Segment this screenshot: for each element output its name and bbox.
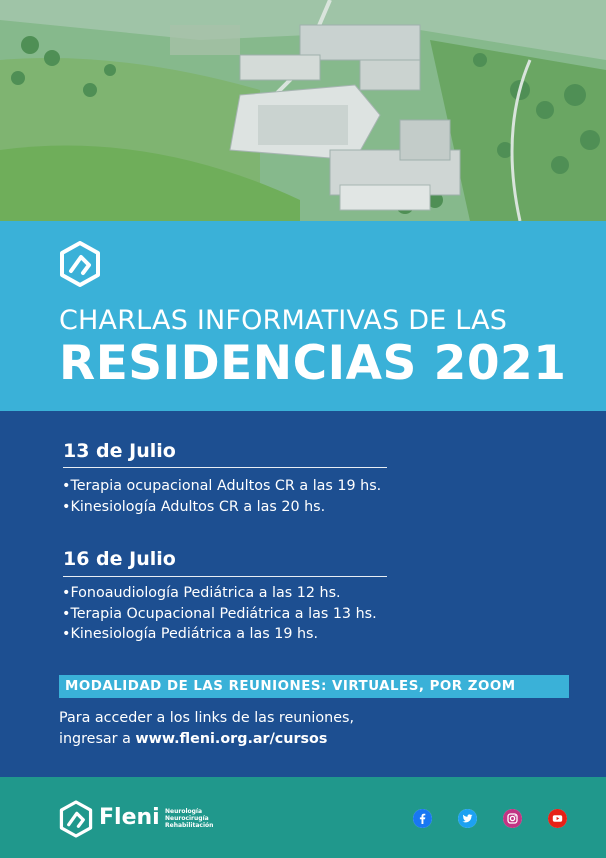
- title-light: CHARLAS INFORMATIVAS DE LAS: [59, 305, 508, 336]
- list-item: • Kinesiología Pediátrica a las 19 hs.: [62, 624, 377, 645]
- date-divider-2: [63, 576, 387, 577]
- twitter-icon[interactable]: [458, 809, 477, 828]
- youtube-icon[interactable]: [548, 809, 567, 828]
- tagline-line: Neurocirugía: [165, 815, 209, 822]
- fleni-footer-logo-icon: [59, 800, 93, 838]
- courses-link[interactable]: www.fleni.org.ar/cursos: [135, 731, 328, 747]
- access-line-1: Para acceder a los links de las reuniones,: [59, 710, 354, 726]
- list-item: • Kinesiología Adultos CR a las 20 hs.: [62, 497, 381, 518]
- brand-name: Fleni: [99, 805, 160, 830]
- title-bold: RESIDENCIAS 2021: [59, 336, 567, 391]
- list-item: • Terapia ocupacional Adultos CR a las 19 hs.: [62, 476, 381, 497]
- fleni-logo-icon: [59, 241, 101, 287]
- session-list-1: [62, 476, 381, 517]
- instagram-icon[interactable]: [503, 809, 522, 828]
- date-title-2: 16 de Julio: [63, 548, 176, 570]
- access-info: [59, 708, 354, 750]
- session-list-2: [62, 583, 377, 645]
- list-item: • Terapia Ocupacional Pediátrica a las 13 hs.: [62, 604, 377, 625]
- modalidad-banner: MODALIDAD DE LAS REUNIONES: VIRTUALES, POR ZOOM: [59, 675, 569, 698]
- date-divider-1: [63, 467, 387, 468]
- list-item: • Fonoaudiología Pediátrica a las 12 hs.: [62, 583, 377, 604]
- aerial-campus-photo: [0, 0, 606, 221]
- facebook-icon[interactable]: [413, 809, 432, 828]
- tagline-line: Neurología: [165, 808, 203, 815]
- tagline-line: Rehabilitación: [165, 822, 214, 829]
- brand-tagline: [165, 808, 213, 829]
- access-line-2-prefix: ingresar a: [59, 731, 136, 747]
- date-title-1: 13 de Julio: [63, 440, 176, 462]
